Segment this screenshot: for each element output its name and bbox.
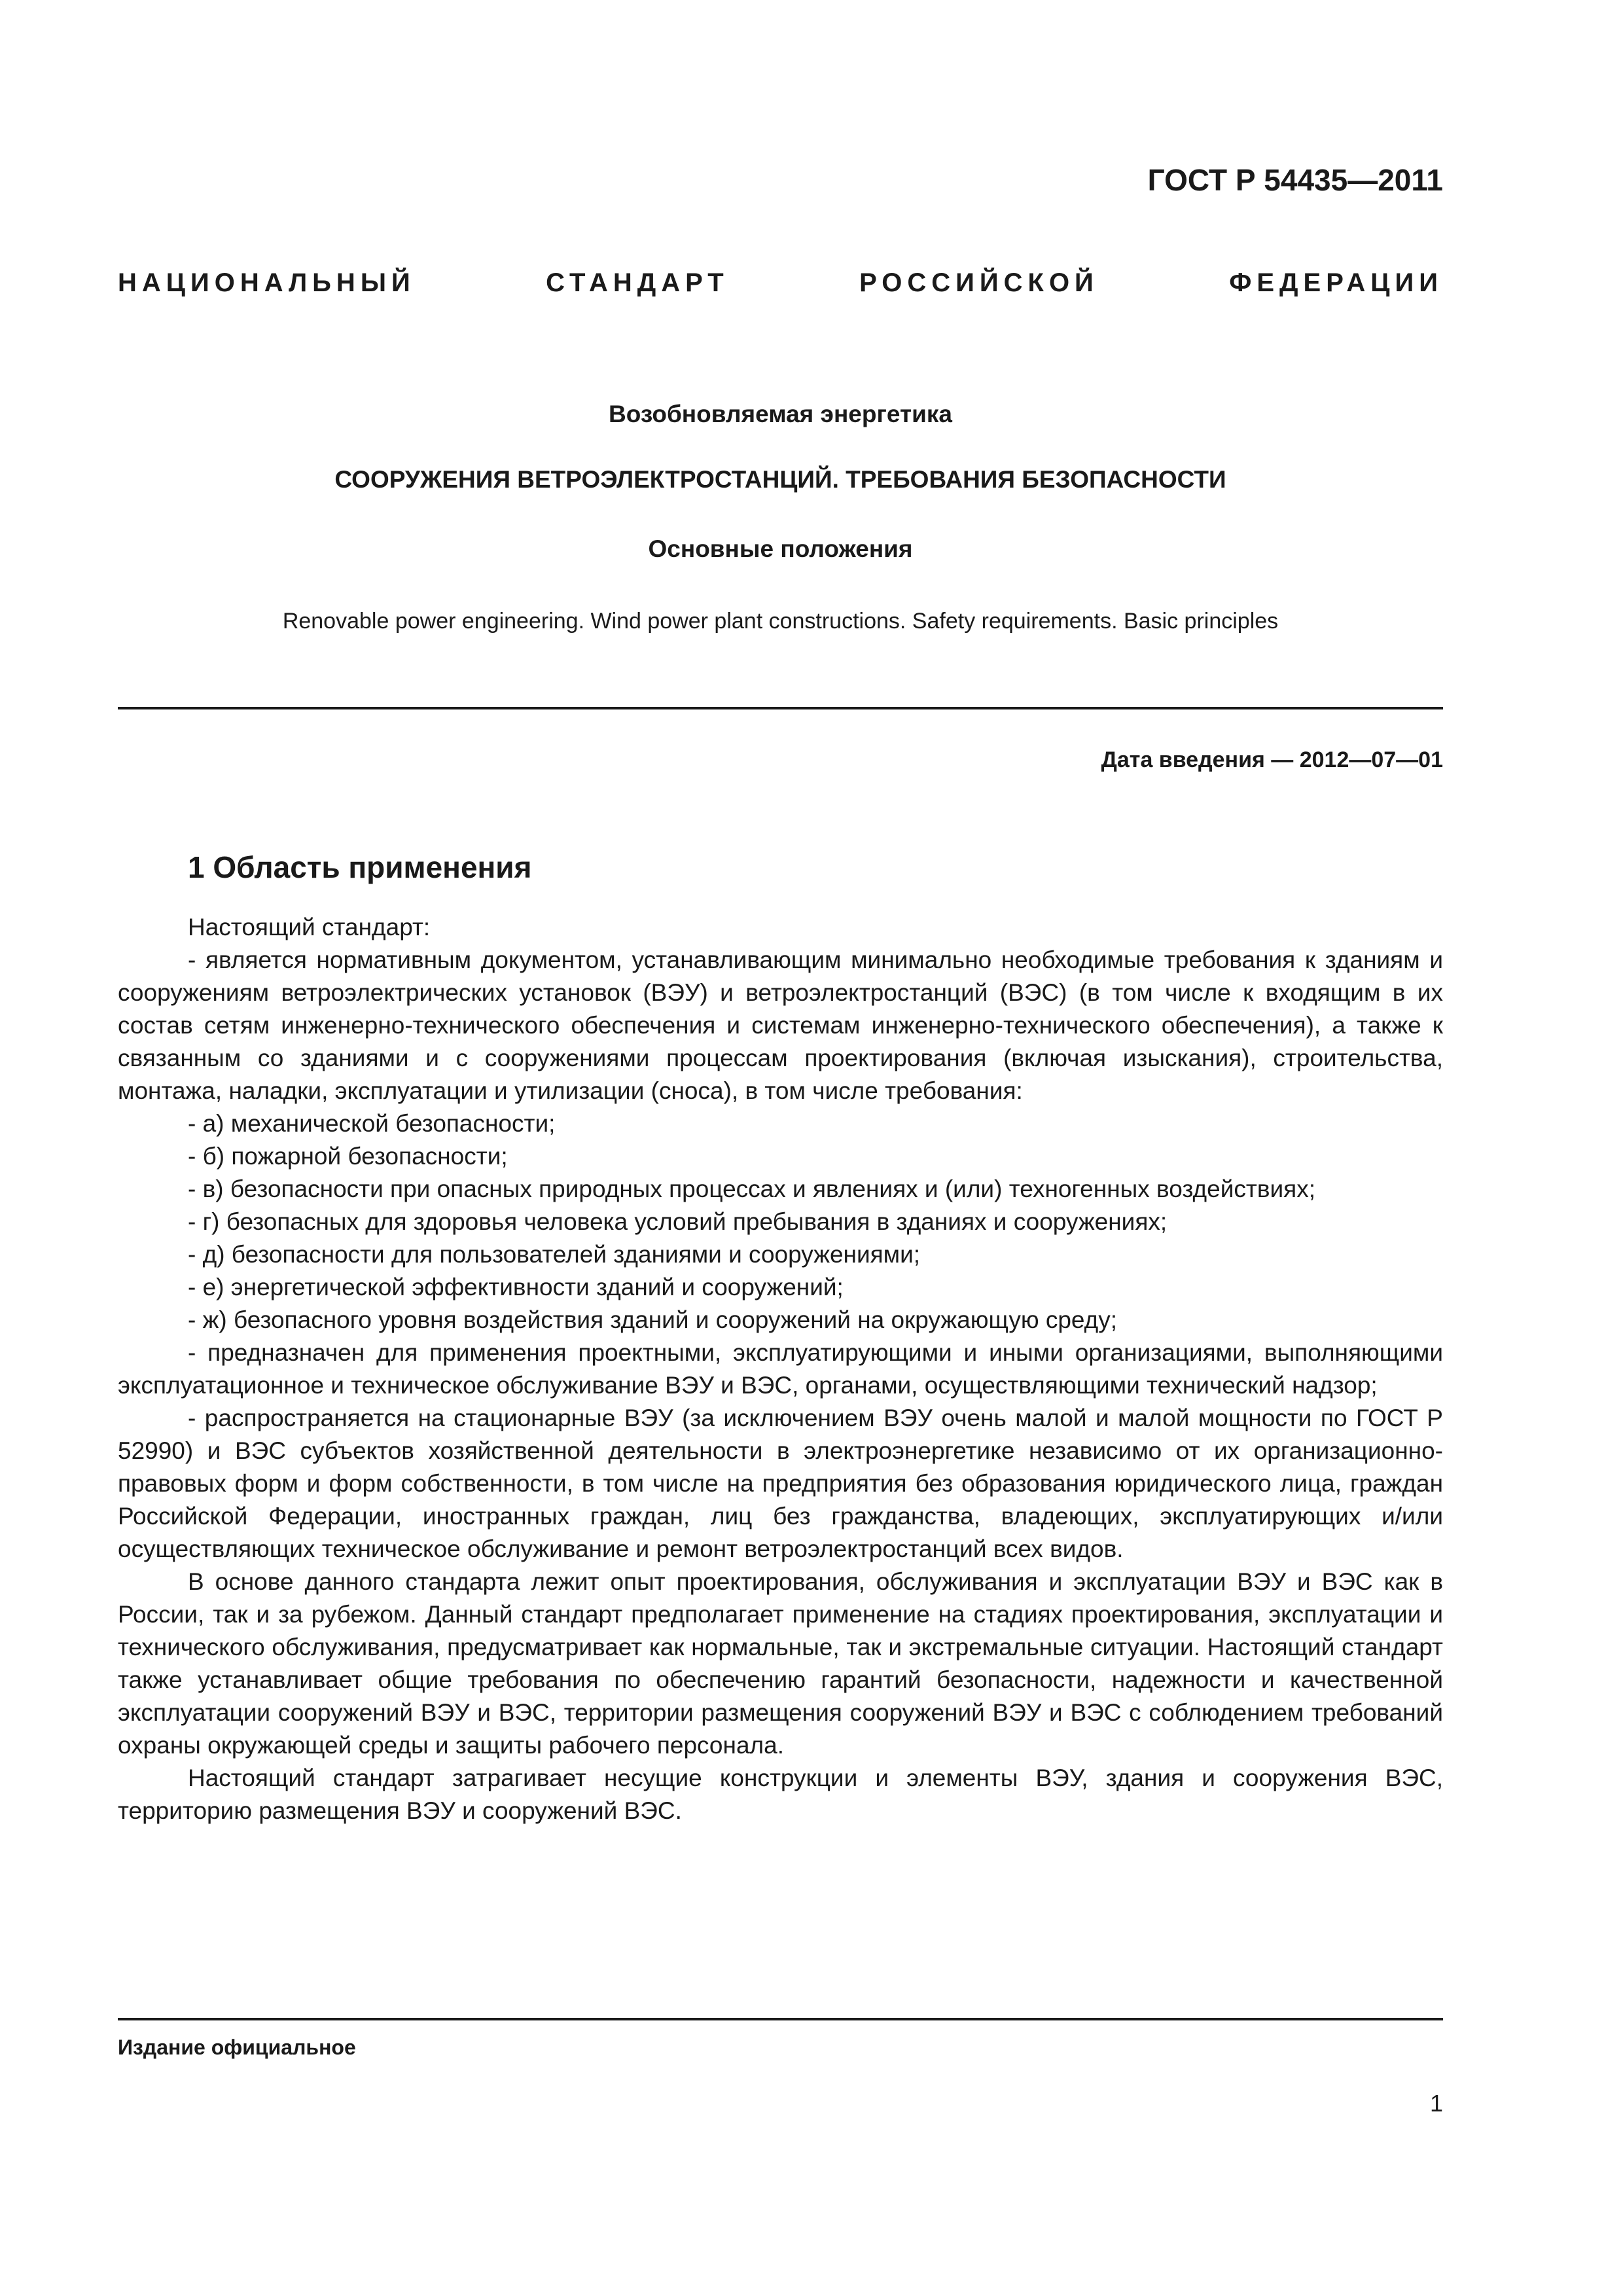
paragraph-intended-use: - предназначен для применения проектными, эксплуатирующими и иными организациями, выполняющими эксплуатационное и техническое обслуживание ВЭУ и ВЭС, органами, осуществляющими технический надзор; [118,1339,1443,1399]
introduction-date: Дата введения — 2012—07—01 [1101,747,1443,772]
page-number: 1 [1429,2090,1443,2117]
paragraph-intro: Настоящий стандарт: [188,914,431,941]
paragraph-basis: В основе данного стандарта лежит опыт проектирования, обслуживания и эксплуатации ВЭУ и ВЭС как в России, так и за рубежом. Данный стандарт предполагает применение на стадиях проектирования, эксплуатации и технического обслуживания, предусматривает как нормальные, так и экстремальные ситуации. Настоящий стандарт также устанавливает общие требования по обеспечению гарантий безопасности, надежности и качественной эксплуатации сооружений ВЭУ и ВЭС, территории размещения сооружений ВЭУ и ВЭС с соблюдением требований охраны окружающей среды и защиты рабочего персонала. [118,1568,1443,1759]
national-standard-title: НАЦИОНАЛЬНЫЙ СТАНДАРТ РОССИЙСКОЙ ФЕДЕРАЦИИ [118,268,1443,297]
list-item-b: - б) пожарной безопасности; [188,1143,508,1170]
list-item-d: - г) безопасных для здоровья человека условий пребывания в зданиях и сооружениях; [188,1208,1168,1235]
horizontal-rule-top [118,707,1443,709]
list-item-e: - д) безопасности для пользователей зданиями и сооружениями; [188,1241,921,1268]
main-title: СООРУЖЕНИЯ ВЕТРОЭЛЕКТРОСТАНЦИЙ. ТРЕБОВАНИЯ БЕЗОПАСНОСТИ [334,466,1226,493]
list-item-a: - а) механической безопасности; [188,1110,556,1137]
list-item-c: - в) безопасности при опасных природных процессах и явлениях и (или) техногенных воздействиях; [188,1175,1315,1202]
sub-title: Основные положения [648,535,913,562]
list-item-g: - ж) безопасного уровня воздействия зданий и сооружений на окружающую среду; [188,1306,1118,1333]
list-item-f: - е) энергетической эффективности зданий и сооружений; [188,1274,844,1300]
section-body [118,911,1443,1827]
english-title: Renovable power engineering. Wind power plant constructions. Safety requirements. Basic principles [282,609,1279,634]
document-number: ГОСТ Р 54435—2011 [1147,163,1443,197]
domain-title: Возобновляемая энергетика [609,401,952,427]
paragraph-coverage: Настоящий стандарт затрагивает несущие конструкции и элементы ВЭУ, здания и сооружения ВЭС, территорию размещения ВЭУ и сооружений ВЭС. [118,1765,1443,1824]
paragraph-scope: - распространяется на стационарные ВЭУ (за исключением ВЭУ очень малой и малой мощности по ГОСТ Р 52990) и ВЭС субъектов хозяйственной деятельности в электроэнергетике независимо от их организационно-правовых форм и форм собственности, в том числе на предприятия без образования юридического лица, граждан Российской Федерации, иностранных граждан, лиц без гражданства, владеющих, эксплуатирующих и/или осуществляющих техническое обслуживание и ремонт ветроэлектростанций всех видов. [118,1405,1443,1562]
horizontal-rule-bottom [118,2018,1443,2020]
edition-label: Издание официальное [118,2036,356,2059]
section-heading: 1 Область применения [188,850,532,884]
paragraph-normative: - является нормативным документом, устанавливающим минимально необходимые требования к зданиям и сооружениям ветроэлектрических установок (ВЭУ) и ветроэлектростанций (ВЭС) (в том числе к входящим в их состав сетям инженерно-технического обеспечения и системам инженерно-технического обеспечения), а также к связанным со зданиями и с сооружениями процессам проектирования (включая изыскания), строительства, монтажа, наладки, эксплуатации и утилизации (сноса), в том числе требования: [118,946,1443,1104]
